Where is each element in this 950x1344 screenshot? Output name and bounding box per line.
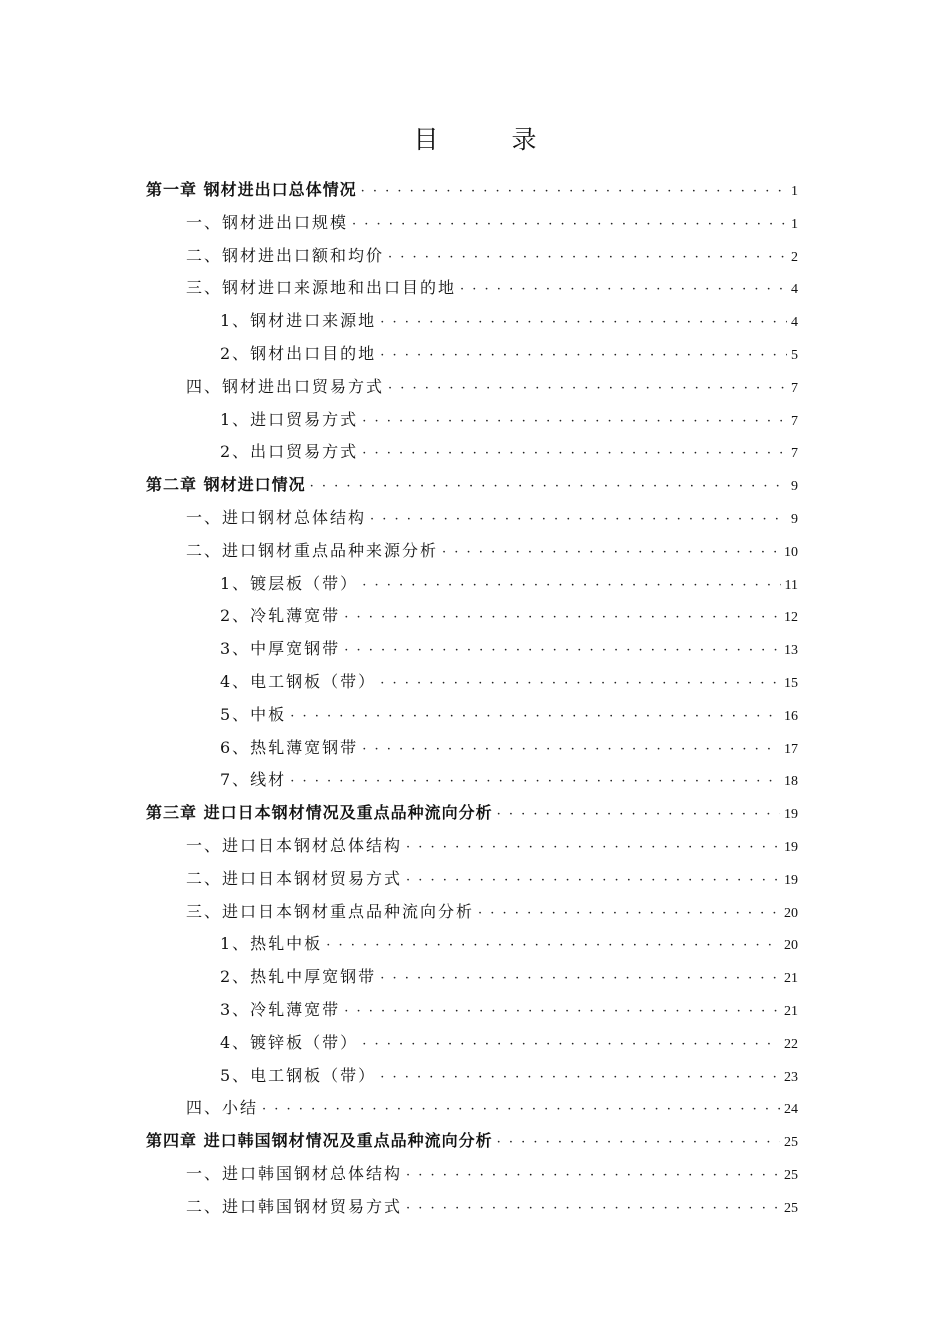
toc-page-number: 9 (791, 511, 798, 527)
toc-dot-leader (406, 1193, 780, 1226)
toc-page-number: 1 (791, 216, 798, 232)
toc-subsection-entry[interactable] (146, 994, 798, 1027)
toc-entry-label: 二、钢材进出口额和均价 (186, 245, 385, 265)
toc-dot-leader (352, 209, 787, 242)
toc-page-number: 19 (784, 839, 798, 855)
toc-chapter-entry[interactable] (146, 174, 798, 207)
toc-dot-leader (406, 832, 780, 865)
toc-page-number: 2 (791, 249, 798, 265)
toc-chapter-entry[interactable] (146, 1125, 798, 1158)
toc-subsection-entry[interactable] (146, 666, 798, 699)
toc-dot-leader (478, 898, 780, 931)
toc-subsection-entry[interactable] (146, 732, 798, 765)
toc-dot-leader (344, 602, 780, 635)
toc-page-number: 24 (784, 1102, 798, 1118)
toc-entry-label: 四、小结 (186, 1098, 259, 1118)
toc-page-number: 9 (791, 479, 798, 495)
toc-page-number: 21 (784, 1003, 798, 1019)
toc-dot-leader (326, 930, 780, 963)
toc-dot-leader (362, 406, 787, 439)
toc-entry-label: 1、镀层板（带） (220, 573, 359, 593)
toc-dot-leader (310, 471, 787, 504)
toc-subsection-entry[interactable] (146, 568, 798, 601)
table-of-contents (146, 174, 798, 1224)
toc-dot-leader (380, 1062, 780, 1095)
toc-subsection-entry[interactable] (146, 633, 798, 666)
toc-dot-leader (290, 701, 780, 734)
toc-entry-label: 2、出口贸易方式 (220, 442, 359, 462)
toc-page-number: 16 (784, 708, 798, 724)
toc-entry-label: 1、热轧中板 (220, 934, 323, 954)
toc-entry-label: 1、进口贸易方式 (220, 409, 359, 429)
toc-page-number: 25 (784, 1167, 798, 1183)
toc-dot-leader (344, 996, 780, 1029)
toc-subsection-entry[interactable] (146, 699, 798, 732)
page-title: 目 录 (413, 125, 561, 154)
toc-subsection-entry[interactable] (146, 764, 798, 797)
toc-entry-label: 6、热轧薄宽钢带 (220, 737, 359, 757)
toc-dot-leader (380, 340, 787, 373)
toc-subsection-entry[interactable] (146, 1027, 798, 1060)
toc-entry-label: 2、冷轧薄宽带 (220, 606, 341, 626)
toc-page-number: 7 (791, 413, 798, 429)
toc-dot-leader (362, 570, 780, 603)
toc-dot-leader (344, 635, 780, 668)
toc-entry-label: 2、热轧中厚宽钢带 (220, 967, 377, 987)
toc-dot-leader (442, 537, 780, 570)
toc-dot-leader (370, 504, 787, 537)
toc-entry-label: 四、钢材进出口贸易方式 (186, 376, 385, 396)
toc-subsection-entry[interactable] (146, 404, 798, 437)
toc-section-entry[interactable] (146, 1158, 798, 1191)
toc-entry-label: 1、钢材进口来源地 (220, 311, 377, 331)
toc-page-number: 22 (784, 1036, 798, 1052)
toc-subsection-entry[interactable] (146, 338, 798, 371)
toc-page-number: 20 (784, 938, 798, 954)
toc-entry-label: 一、进口日本钢材总体结构 (186, 835, 403, 855)
toc-entry-label: 一、进口韩国钢材总体结构 (186, 1163, 403, 1183)
toc-dot-leader (362, 1029, 780, 1062)
toc-section-entry[interactable] (146, 240, 798, 273)
toc-page-number: 18 (784, 774, 798, 790)
toc-dot-leader (361, 176, 787, 209)
toc-page-number: 19 (784, 807, 798, 823)
toc-section-entry[interactable] (146, 207, 798, 240)
toc-entry-label: 三、进口日本钢材重点品种流向分析 (186, 901, 475, 921)
toc-dot-leader (388, 242, 787, 275)
toc-section-entry[interactable] (146, 1092, 798, 1125)
toc-page-number: 11 (784, 577, 798, 593)
toc-section-entry[interactable] (146, 272, 798, 305)
toc-section-entry[interactable] (146, 896, 798, 929)
toc-dot-leader (406, 1160, 780, 1193)
toc-entry-label: 二、进口钢材重点品种来源分析 (186, 540, 439, 560)
toc-dot-leader (460, 274, 787, 307)
toc-dot-leader (406, 865, 780, 898)
toc-page-number: 19 (784, 872, 798, 888)
toc-dot-leader (388, 373, 787, 406)
toc-entry-label: 5、中板 (220, 704, 287, 724)
toc-page-number: 7 (791, 380, 798, 396)
toc-entry-label: 三、钢材进口来源地和出口目的地 (186, 278, 457, 298)
toc-page-number: 23 (784, 1069, 798, 1085)
toc-page-number: 4 (791, 315, 798, 331)
toc-entry-label: 4、镀锌板（带） (220, 1032, 359, 1052)
toc-page-number: 5 (791, 347, 798, 363)
toc-page-number: 20 (784, 905, 798, 921)
toc-section-entry[interactable] (146, 535, 798, 568)
toc-entry-label: 7、线材 (220, 770, 287, 790)
toc-chapter-entry[interactable] (146, 797, 798, 830)
toc-page-number: 12 (784, 610, 798, 626)
toc-section-entry[interactable] (146, 371, 798, 404)
toc-dot-leader (362, 734, 780, 767)
toc-page-number: 13 (784, 643, 798, 659)
toc-subsection-entry[interactable] (146, 436, 798, 469)
toc-subsection-entry[interactable] (146, 1060, 798, 1093)
toc-dot-leader (497, 1127, 780, 1160)
toc-entry-label: 第一章 钢材进出口总体情况 (146, 180, 357, 199)
toc-page-number: 4 (791, 282, 798, 298)
toc-subsection-entry[interactable] (146, 600, 798, 633)
toc-dot-leader (290, 766, 780, 799)
toc-dot-leader (380, 963, 780, 996)
toc-section-entry[interactable] (146, 1191, 798, 1224)
toc-page-number: 25 (784, 1135, 798, 1151)
toc-page-number: 10 (784, 544, 798, 560)
toc-page-number: 1 (791, 184, 798, 199)
toc-entry-label: 5、电工钢板（带） (220, 1065, 377, 1085)
toc-dot-leader (262, 1094, 780, 1127)
toc-section-entry[interactable] (146, 863, 798, 896)
toc-entry-label: 一、钢材进出口规模 (186, 212, 349, 232)
toc-page-number: 17 (784, 741, 798, 757)
toc-entry-label: 4、电工钢板（带） (220, 671, 377, 691)
toc-entry-label: 二、进口韩国钢材贸易方式 (186, 1196, 403, 1216)
toc-dot-leader (380, 668, 780, 701)
toc-page-number: 7 (791, 446, 798, 462)
toc-page-number: 25 (784, 1200, 798, 1216)
toc-subsection-entry[interactable] (146, 961, 798, 994)
toc-section-entry[interactable] (146, 830, 798, 863)
toc-page-number: 21 (784, 971, 798, 987)
toc-entry-label: 3、冷轧薄宽带 (220, 999, 341, 1019)
toc-dot-leader (497, 799, 780, 832)
toc-subsection-entry[interactable] (146, 305, 798, 338)
toc-entry-label: 第二章 钢材进口情况 (146, 475, 306, 495)
toc-entry-label: 第三章 进口日本钢材情况及重点品种流向分析 (146, 803, 493, 823)
toc-entry-label: 2、钢材出口目的地 (220, 343, 377, 363)
toc-dot-leader (362, 438, 787, 471)
toc-entry-label: 一、进口钢材总体结构 (186, 507, 367, 527)
toc-section-entry[interactable] (146, 502, 798, 535)
toc-entry-label: 3、中厚宽钢带 (220, 639, 341, 659)
toc-entry-label: 二、进口日本钢材贸易方式 (186, 868, 403, 888)
toc-subsection-entry[interactable] (146, 928, 798, 961)
toc-chapter-entry[interactable] (146, 469, 798, 502)
toc-page-number: 15 (784, 675, 798, 691)
toc-dot-leader (380, 307, 787, 340)
toc-entry-label: 第四章 进口韩国钢材情况及重点品种流向分析 (146, 1131, 493, 1151)
